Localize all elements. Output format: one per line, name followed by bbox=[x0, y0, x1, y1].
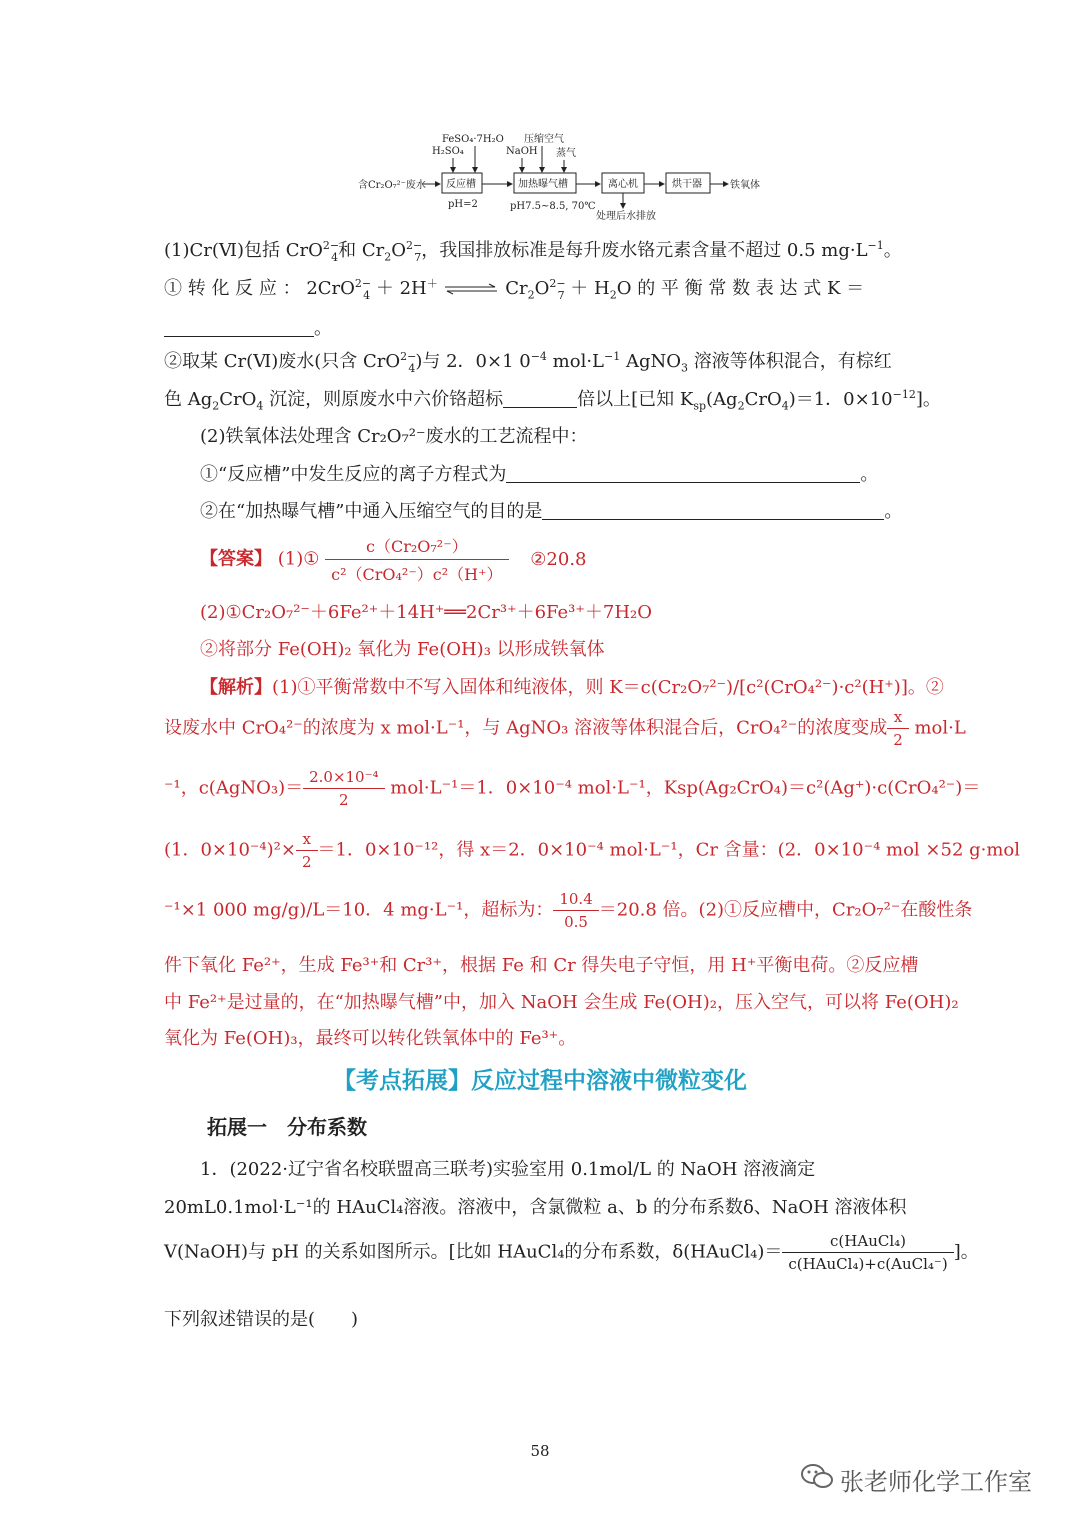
analysis-line7: 中 Fe²⁺是过量的，在“加热曝气槽”中，加入 NaOH 会生成 Fe(OH)₂，压入空气，可以将 Fe(OH)₂ bbox=[164, 992, 959, 1013]
problem-line4: 下列叙述错误的是( ) bbox=[164, 1309, 359, 1330]
answer-blank-2[interactable] bbox=[503, 389, 577, 408]
analysis-line2: 设废水中 CrO₄²⁻的浓度为 x mol·L⁻¹，与 AgNO₃ 溶液等体积混合后，CrO₄²⁻的浓度变成 $\frac{x}{2}$ mol·L bbox=[164, 708, 966, 749]
answer-blank-4[interactable] bbox=[542, 501, 884, 520]
subsection-title: 拓展一 分布系数 bbox=[207, 1115, 367, 1139]
problem-line3: V(NaOH)与 pH 的关系如图所示。[比如 HAuCl₄的分布系数，δ(HAuCl₄)＝ $\frac{\text{c(HAuCl₄)}}{\text{c(HAuCl₄)+c(AuCl₄⁻)}}$ ]。 bbox=[164, 1232, 979, 1273]
problem-line2: 20mL0.1mol·L⁻¹的 HAuCl₄溶液。溶液中，含氯微粒 a、b 的分布系数δ、NaOH 溶液体积 bbox=[164, 1197, 907, 1218]
flow-box1-reagent2: H₂SO₄ bbox=[432, 146, 464, 157]
flow-box4-label: 烘干器 bbox=[672, 179, 702, 190]
analysis-line4: (1．0×10⁻⁴)²× $\frac{x}{2}$ ＝1．0×10⁻¹²，得 x＝2．0×10⁻⁴ mol·L⁻¹，Cr 含量：(2．0×10⁻⁴ mol ×52 g·mol bbox=[164, 830, 1021, 871]
flow-box3-discharge: 处理后水排放 bbox=[596, 211, 656, 222]
flow-input-label: 含Cr₂O₇²⁻废水 bbox=[358, 180, 426, 191]
equilibrium-constant-fraction: $\frac{\text{c（Cr₂O₇²⁻）}}{\text{c²（CrO₄²⁻）c²（H⁺）}}$ bbox=[325, 534, 508, 585]
answer-line3: ②将部分 Fe(OH)₂ 氧化为 Fe(OH)₃ 以形成铁氧体 bbox=[200, 639, 605, 660]
flow-box3-label: 离心机 bbox=[608, 179, 638, 190]
page-number: 58 bbox=[530, 1442, 550, 1460]
problem-line1: 1．(2022·辽宁省名校联盟高三联考)实验室用 0.1mol/L 的 NaOH 溶液滴定 bbox=[200, 1159, 816, 1180]
watermark-text: 张老师化学工作室 bbox=[840, 1468, 1032, 1496]
flow-box2-reagent1: 压缩空气 bbox=[524, 134, 564, 145]
watermark bbox=[800, 1462, 1032, 1497]
q2-sub1: ①“反应槽”中发生反应的离子方程式为 。 bbox=[200, 464, 879, 485]
answer-line2: (2)①Cr₂O₇²⁻＋6Fe²⁺＋14H⁺══2Cr³⁺＋6Fe³⁺＋7H₂O bbox=[200, 602, 653, 623]
q1-sub1-answer-line: 。 bbox=[164, 314, 332, 340]
answer-blank-3[interactable] bbox=[506, 464, 860, 483]
process-flowchart bbox=[350, 128, 810, 228]
flow-box1-condition: pH=2 bbox=[448, 199, 478, 210]
section-title: 【考点拓展】反应过程中溶液中微粒变化 bbox=[333, 1068, 747, 1094]
flow-box2-reagent2: NaOH bbox=[506, 146, 538, 157]
equilibrium-arrow-icon bbox=[443, 279, 499, 300]
distribution-coefficient-fraction: $\frac{\text{c(HAuCl₄)}}{\text{c(HAuCl₄)+c(AuCl₄⁻)}}$ bbox=[782, 1232, 953, 1273]
q2-intro: (2)铁氧体法处理含 Cr₂O₇²⁻废水的工艺流程中： bbox=[200, 426, 588, 447]
analysis-line3: ⁻¹，c(AgNO₃)＝ $\frac{\text{2.0×10⁻⁴}}{2}$ mol·L⁻¹＝1．0×10⁻⁴ mol·L⁻¹，Ksp(Ag₂CrO₄)＝c²(Ag⁺)·c(CrO₄²⁻)＝ bbox=[164, 768, 981, 809]
analysis-line5: ⁻¹×1 000 mg/g)/L＝10．4 mg·L⁻¹，超标为： $\frac{10.4}{0.5}$ ＝20.8 倍。(2)①反应槽中，Cr₂O₇²⁻在酸性条 bbox=[164, 890, 973, 931]
analysis-line1: 【解析】(1)①平衡常数中不写入固体和纯液体，则 K＝c(Cr₂O₇²⁻)/[c²(CrO₄²⁻)·c²(H⁺)]。② bbox=[200, 677, 944, 698]
flow-box2-label: 加热曝气槽 bbox=[518, 179, 568, 190]
wechat-icon bbox=[800, 1463, 834, 1497]
q1-sub1: ① 转 化 反 应 ： 2CrO$^{2-}_4$ ＋ 2H＋ $Cr_2O^{2-}_7 + H_2O$ 的 平 衡 常 数 表 达 式 K ＝ bbox=[164, 277, 865, 302]
q1-intro: (1)Cr(Ⅵ)包括 CrO$^{2-}_4$和 $Cr_2O^{2-}_7$，我国排放标准是每升废水铬元素含量不超过 0.5 $mg\cdot L^{-1}$。 bbox=[164, 239, 902, 264]
flow-box2-condition: pH7.5~8.5, 70℃ bbox=[510, 201, 596, 212]
flow-output-label: 铁氧体 bbox=[730, 180, 760, 191]
answer-blank-1[interactable] bbox=[164, 318, 314, 337]
flow-box2-reagent3: 蒸气 bbox=[556, 148, 576, 159]
flow-box1-reagent1: FeSO₄·7H₂O bbox=[442, 134, 504, 145]
q1-sub2-line2: 色 $Ag_2CrO_4$ 沉淀，则原废水中六价铬超标 倍以上[已知 $K_{sp}(Ag_2CrO_4)=1$．$0\times 10^{-12}$]。 bbox=[164, 388, 941, 413]
q1-sub2-line1: ②取某 Cr(Ⅵ)废水(只含 CrO$^{2-}_4$)与 2．0×1 $0^{-4}$ $mol\cdot L^{-1}$ AgNO$_3$ 溶液等体积混合，有棕红 bbox=[164, 350, 892, 375]
answer-label: 【答案】 bbox=[200, 548, 272, 570]
analysis-line8: 氧化为 Fe(OH)₃，最终可以转化铁氧体中的 Fe³⁺。 bbox=[164, 1028, 577, 1049]
q2-sub2: ②在“加热曝气槽”中通入压缩空气的目的是 。 bbox=[200, 501, 903, 522]
answer-line1: 【答案】 (1)① $\frac{\text{c（Cr₂O₇²⁻）}}{\text{c²（CrO₄²⁻）c²（H⁺）}}$ ②20.8 bbox=[200, 534, 587, 585]
analysis-line6: 件下氧化 Fe²⁺，生成 Fe³⁺和 Cr³⁺，根据 Fe 和 Cr 得失电子守恒，用 H⁺平衡电荷。②反应槽 bbox=[164, 955, 919, 976]
flow-box1-label: 反应槽 bbox=[446, 179, 476, 190]
